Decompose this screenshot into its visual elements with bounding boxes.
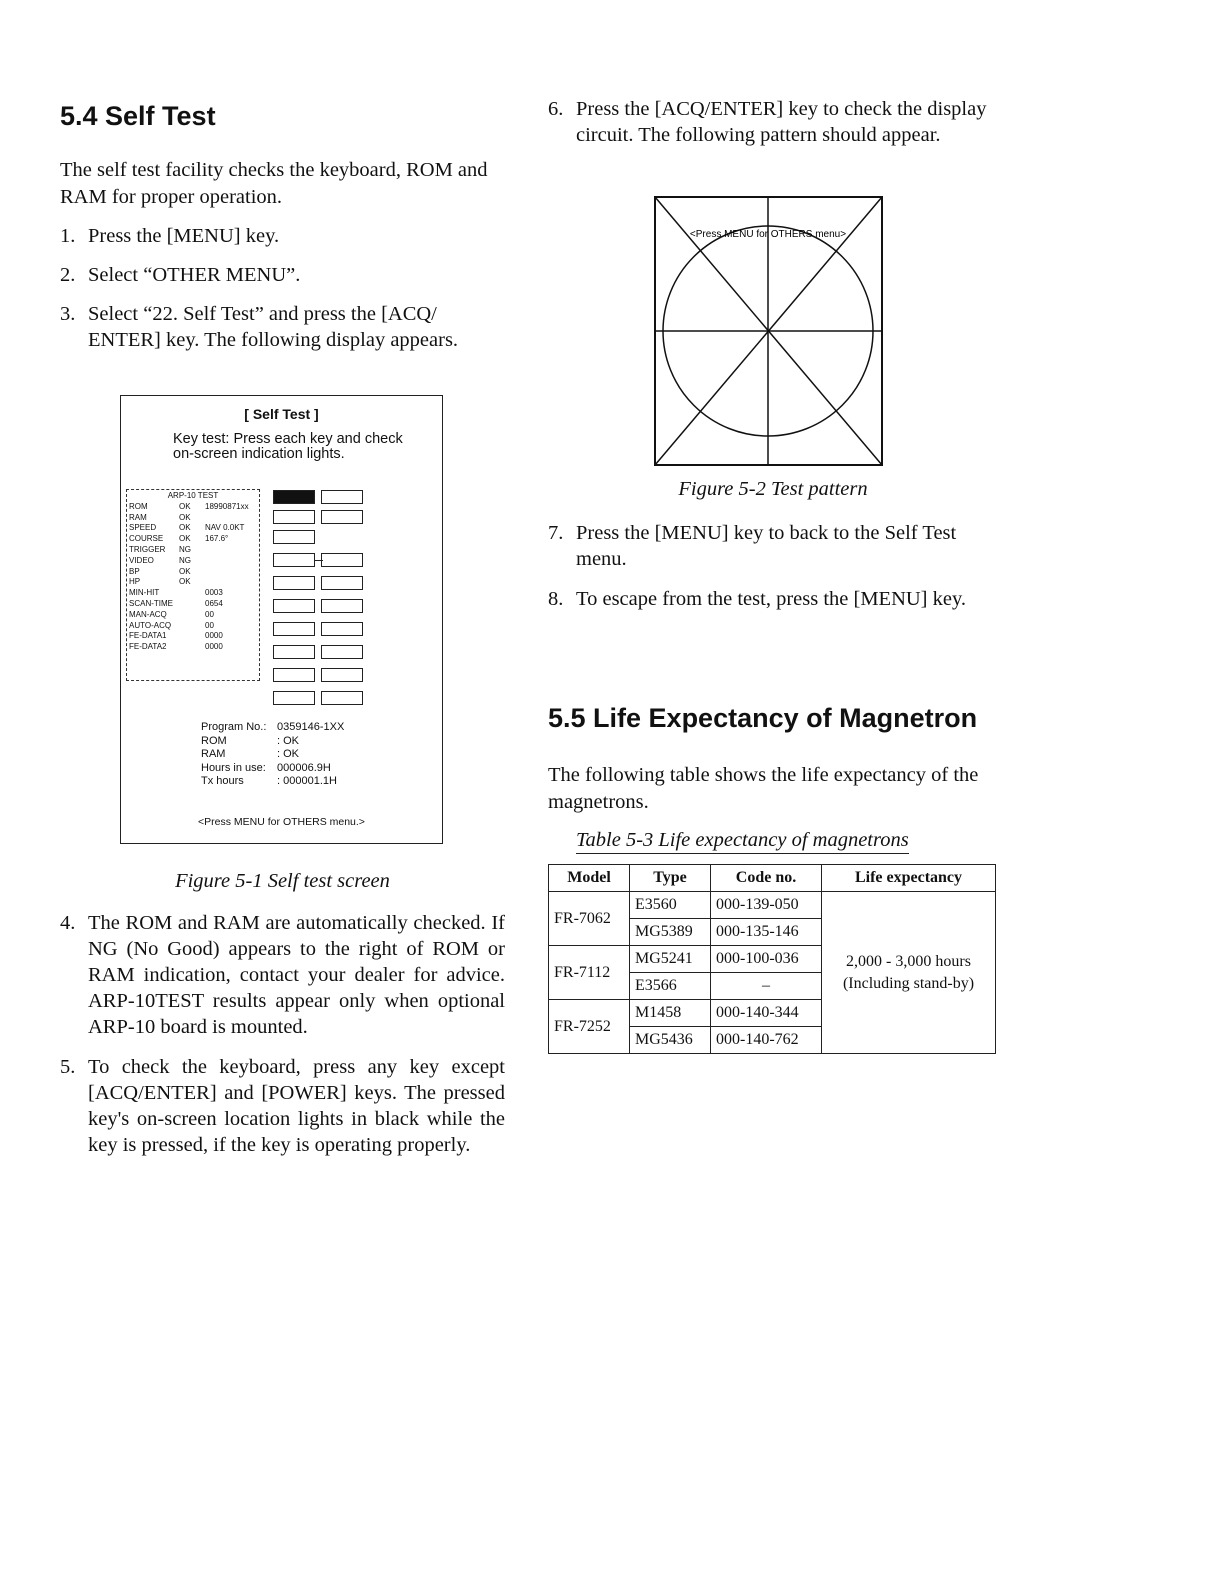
arp-c2: OK: [179, 512, 191, 522]
arp-c1: MAN-ACQ: [129, 609, 167, 619]
arp-c2: OK: [179, 577, 191, 587]
model-cell: FR-7252: [549, 1000, 630, 1054]
arp-row: [127, 631, 259, 642]
program-value: : 000001.1H: [277, 775, 337, 787]
key-indicator-box: [321, 622, 363, 636]
arp-c3: 167.6°: [205, 534, 229, 544]
arp-rows: [127, 502, 259, 653]
header-life: Life expectancy: [822, 865, 996, 892]
key-indicator-box: [321, 668, 363, 682]
arp-row: [127, 588, 259, 599]
key-indicator-box: [273, 490, 315, 504]
program-label: Tx hours: [201, 775, 244, 787]
code-cell: 000-140-762: [711, 1027, 822, 1054]
program-label: RAM: [201, 748, 226, 760]
step-7: 7. Press the [MENU] key to back to the Self Test menu.: [548, 522, 957, 570]
header-type: Type: [630, 865, 711, 892]
life-note: (Including stand-by): [842, 974, 975, 992]
arp-c1: VIDEO: [129, 555, 154, 565]
arp-c2: NG: [179, 555, 191, 565]
key-indicator-box: [321, 691, 363, 705]
arp-row: [127, 567, 259, 578]
key-indicator-box: [273, 668, 315, 682]
arp-row: [127, 577, 259, 588]
key-indicator-box: [321, 576, 363, 590]
arp-row: [127, 642, 259, 653]
key-indicator-box: [273, 691, 315, 705]
code-cell: –: [711, 973, 822, 1000]
program-value: 000006.9H: [277, 761, 331, 774]
key-indicator-box: [273, 530, 315, 544]
key-indicator-box: [321, 490, 363, 504]
step-5: 5. To check the keyboard, press any key except [ACQ/ENTER] and [POWER] keys. The pressed key's on-screen location lights in black while the key is pressed, if the key is operating properly.: [60, 1056, 505, 1156]
step-8: 8. To escape from the test, press the [MENU] key.: [548, 588, 967, 610]
arp-row: [127, 513, 259, 524]
step-1: 1. Press the [MENU] key.: [60, 225, 280, 248]
code-cell: 000-139-050: [711, 892, 822, 919]
step-6: 6. Press the [ACQ/ENTER] key to check the display circuit. The following pattern should appear.: [548, 98, 987, 146]
self-test-intro: The self test facility checks the keyboard, ROM and RAM for proper operation.: [60, 159, 488, 209]
step-4: 4. The ROM and RAM are automatically checked. If NG (No Good) appears to the right of ROM or RAM indication, contact your dealer for advice. ARP-10TEST results appear only when optional ARP-10 board is mounted.: [60, 912, 505, 1038]
program-value: : OK: [277, 734, 300, 747]
arp-c2: OK: [179, 534, 191, 544]
arp-c3: 00: [205, 609, 214, 619]
arp-c1: ROM: [129, 501, 148, 511]
type-cell: MG5436: [630, 1027, 711, 1054]
arp-row: [127, 502, 259, 513]
step-2: 2. Select “OTHER MENU”.: [60, 264, 301, 287]
arp-row: [127, 545, 259, 556]
program-value: : OK: [277, 748, 300, 760]
arp-c1: BP: [129, 566, 140, 576]
key-indicator-box: [273, 553, 315, 567]
arp-c1: MIN-HIT: [129, 588, 160, 598]
type-cell: MG5241: [630, 946, 711, 973]
program-label: Program No.:: [201, 721, 267, 733]
right-column: [548, 96, 998, 1048]
program-label: Hours in use:: [201, 761, 266, 774]
program-value: 0359146-1XX: [277, 721, 345, 733]
self-test-steps-4-5: [60, 910, 505, 1158]
arp-row: [127, 621, 259, 632]
code-cell: 000-100-036: [711, 946, 822, 973]
key-indicator-box: [273, 599, 315, 613]
arp-c1: TRIGGER: [129, 544, 166, 554]
arp-10-test-box: [126, 489, 260, 681]
header-model: Model: [549, 865, 630, 892]
figure-5-2-caption: Figure 5-2 Test pattern: [678, 478, 868, 500]
self-test-steps-7-8: [548, 520, 998, 612]
code-cell: 000-140-344: [711, 1000, 822, 1027]
arp-c3: NAV 0.0KT: [205, 523, 245, 533]
left-column: [60, 96, 505, 1156]
key-indicator-box: [273, 510, 315, 524]
section-5-4-title: 5.4 Self Test: [60, 101, 216, 131]
arp-row: [127, 610, 259, 621]
arp-c1: AUTO-ACQ: [129, 620, 172, 630]
test-pattern-figure: [654, 196, 884, 468]
table-5-3-caption: Table 5-3 Life expectancy of magnetrons: [576, 829, 909, 854]
type-cell: M1458: [630, 1000, 711, 1027]
table-row: [549, 892, 996, 919]
step-3: 3. Select “22. Self Test” and press the [ACQ/ ENTER] key. The following display appears.: [60, 303, 459, 352]
self-test-step-6: [548, 96, 998, 148]
arp-c2: OK: [179, 566, 191, 576]
section-5-5-title: 5.5 Life Expectancy of Magnetron: [548, 703, 978, 733]
key-test-instructions: Key test: Press each key and check on-screen indication lights.: [173, 431, 403, 462]
arp-c1: FE-DATA1: [129, 631, 167, 641]
table-header-row: [549, 865, 996, 892]
arp-c3: 0003: [205, 588, 223, 598]
arp-c2: NG: [179, 544, 191, 554]
life-expectancy-intro: The following table shows the life expectancy of the magnetrons.: [548, 764, 979, 813]
type-cell: MG5389: [630, 919, 711, 946]
key-indicator-box: [321, 510, 363, 524]
self-test-screen-figure: [120, 395, 443, 844]
arp-c1: HP: [129, 577, 141, 587]
code-cell: 000-135-146: [711, 919, 822, 946]
figure-5-1-caption: Figure 5-1 Self test screen: [175, 870, 390, 892]
arp-c2: OK: [179, 523, 191, 533]
model-cell: FR-7112: [549, 946, 630, 1000]
pattern-banner: <Press MENU for OTHERS menu>: [689, 229, 847, 240]
arp-c3: 0000: [205, 642, 223, 652]
self-test-steps-1-3: [60, 223, 505, 353]
key-indicator-box: [321, 645, 363, 659]
model-cell: FR-7062: [549, 892, 630, 946]
arp-row: [127, 599, 259, 610]
screen-title: [ Self Test ]: [244, 406, 319, 422]
type-cell: E3566: [630, 973, 711, 1000]
arp-c2: OK: [179, 501, 191, 511]
type-cell: E3560: [630, 892, 711, 919]
arp-c1: FE-DATA2: [129, 642, 167, 652]
arp-c1: SPEED: [129, 523, 157, 533]
life-hours: 2,000 - 3,000 hours: [846, 952, 971, 970]
life-expectancy-cell: [822, 892, 996, 1054]
arp-c3: 00: [205, 620, 214, 630]
key-indicator-box: [273, 645, 315, 659]
key-indicator-box: [321, 553, 363, 567]
program-label: ROM: [201, 734, 227, 747]
life-expectancy-table: [548, 864, 996, 1054]
arp-row: [127, 556, 259, 567]
arp-row: [127, 534, 259, 545]
header-code: Code no.: [711, 865, 822, 892]
arp-c1: RAM: [129, 512, 147, 522]
arp-row: [127, 523, 259, 534]
arp-c1: SCAN-TIME: [129, 598, 173, 608]
arp-header: ARP-10 TEST: [167, 491, 219, 500]
key-indicator-box: [273, 622, 315, 636]
arp-c3: 0654: [205, 598, 223, 608]
key-indicator-box: [273, 576, 315, 590]
key-indicator-box: [321, 599, 363, 613]
arp-c1: COURSE: [129, 534, 164, 544]
key-indicator-link: [315, 560, 323, 561]
press-menu-hint: <Press MENU for OTHERS menu.>: [198, 816, 365, 828]
arp-c3: 0000: [205, 631, 223, 641]
arp-c3: 18990871xx: [205, 501, 249, 511]
